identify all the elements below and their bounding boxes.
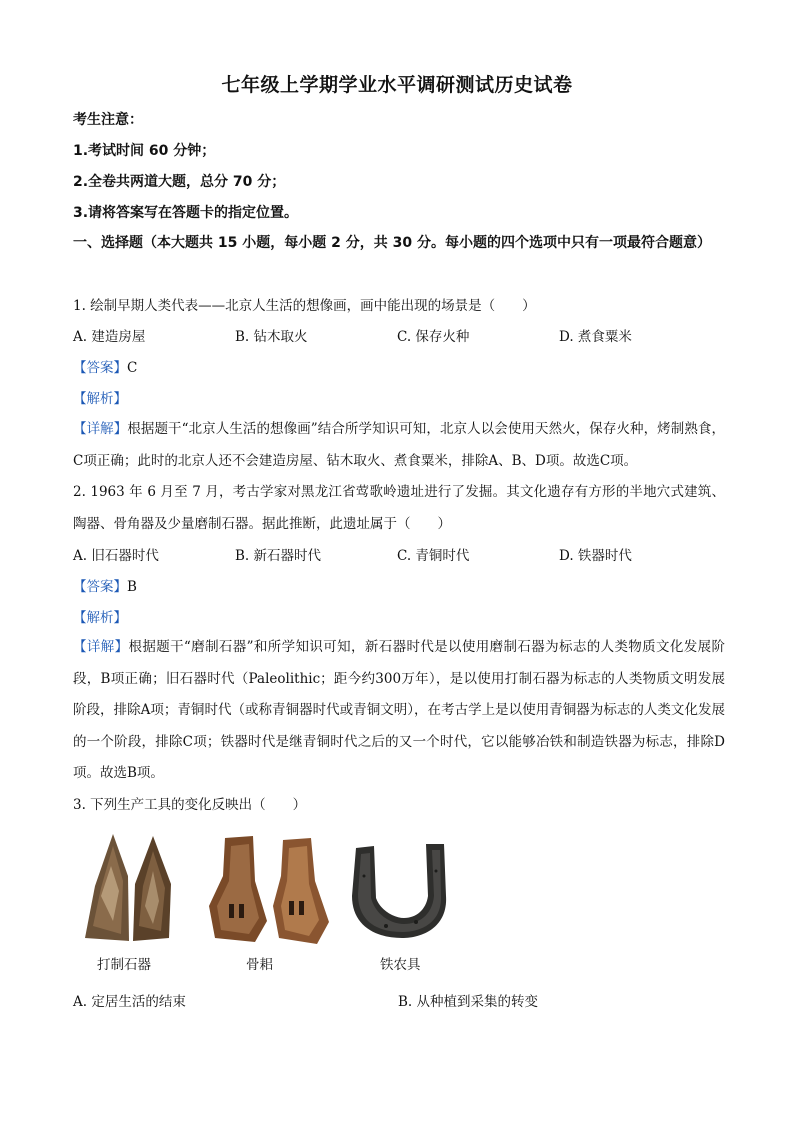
- question-1-stem: 1. 绘制早期人类代表——北京人生活的想像画，画中能出现的场景是（ ）: [73, 298, 536, 314]
- question-2-stem-text: 2. 1963 年 6 月至 7 月，考古学家对黑龙江省莺歌岭遗址进行了发掘。其文化遗存有方形的半地穴式建筑、陶器、骨角器及少量磨制石器。据此推断，此遗址属于（ ）: [73, 484, 725, 532]
- answer-value: B: [127, 579, 137, 595]
- analysis-tag: 【解析】: [73, 610, 127, 626]
- answer-tag: 【答案】: [73, 360, 127, 376]
- analysis-tag: 【解析】: [73, 391, 127, 407]
- option-c: C. 保存火种: [397, 329, 470, 345]
- option-b: B. 钻木取火: [235, 329, 308, 345]
- question-2-options: [73, 546, 723, 566]
- iron-farm-tool-image: [346, 826, 458, 952]
- answer-line: [73, 358, 723, 378]
- option-c: C. 青铜时代: [397, 548, 470, 564]
- option-a: A. 建造房屋: [73, 329, 146, 345]
- answer-value: C: [127, 360, 138, 376]
- detail-tag: 【详解】: [73, 421, 128, 437]
- caption-chipped-stone: 打制石器: [97, 957, 151, 973]
- option-b: B. 新石器时代: [235, 548, 322, 564]
- question-1-detail: [73, 414, 725, 477]
- answer-tag: 【答案】: [73, 579, 127, 595]
- notice-item: 3.请将答案写在答题卡的指定位置。: [73, 205, 299, 221]
- option-d: D. 煮食粟米: [559, 329, 632, 345]
- bone-spade-image: [205, 826, 337, 952]
- detail-tag: 【详解】: [73, 639, 129, 655]
- option-a: A. 旧石器时代: [73, 548, 159, 564]
- question-2-stem: [73, 477, 725, 540]
- page-title: 七年级上学期学业水平调研测试历史试卷: [221, 74, 573, 96]
- detail-text: 根据题干“北京人生活的想像画”结合所学知识可知，北京人以会使用天然火，保存火种，烤制熟食，C项正确；此时的北京人还不会建造房屋、钻木取火、煮食粟米，排除A、B、D项。故选C项。: [73, 421, 725, 469]
- option-a: A. 定居生活的结束: [73, 994, 186, 1010]
- caption-bone-spade: 骨耜: [246, 957, 273, 973]
- question-1-options: [73, 327, 723, 347]
- answer-line: [73, 577, 723, 597]
- option-b: B. 从种植到采集的转变: [398, 994, 539, 1010]
- question-2-detail: [73, 632, 725, 790]
- notice-item: 2.全卷共两道大题，总分 70 分；: [73, 174, 286, 190]
- question-3-stem: 3. 下列生产工具的变化反映出（ ）: [73, 797, 307, 813]
- section-heading: 一、选择题（本大题共 15 小题，每小题 2 分，共 30 分。每小题的四个选项中只有一项最符合题意）: [73, 235, 711, 251]
- notice-heading: 考生注意：: [73, 112, 143, 128]
- question-3-options: [73, 992, 723, 1012]
- notice-item: 1.考试时间 60 分钟；: [73, 143, 216, 159]
- detail-text: 根据题干“磨制石器”和所学知识可知，新石器时代是以使用磨制石器为标志的人类物质文化发展阶段，B项正确；旧石器时代（Paleolithic；距今约300万年），是以使用打制石器为标志的人类物质文明发展阶段，排除A项；青铜时代（或称青铜器时代或青铜文明），在考古学上是以使用青铜器为标志的人类文化发展的一个阶段，排除C项；铁器时代是继青铜时代之后的又一个时代，它以能够冶铁和制造铁器为标志，排除D项。故选B项。: [73, 639, 725, 781]
- caption-iron-tool: 铁农具: [380, 957, 421, 973]
- option-d: D. 铁器时代: [559, 548, 632, 564]
- chipped-stone-tool-image: [73, 826, 183, 952]
